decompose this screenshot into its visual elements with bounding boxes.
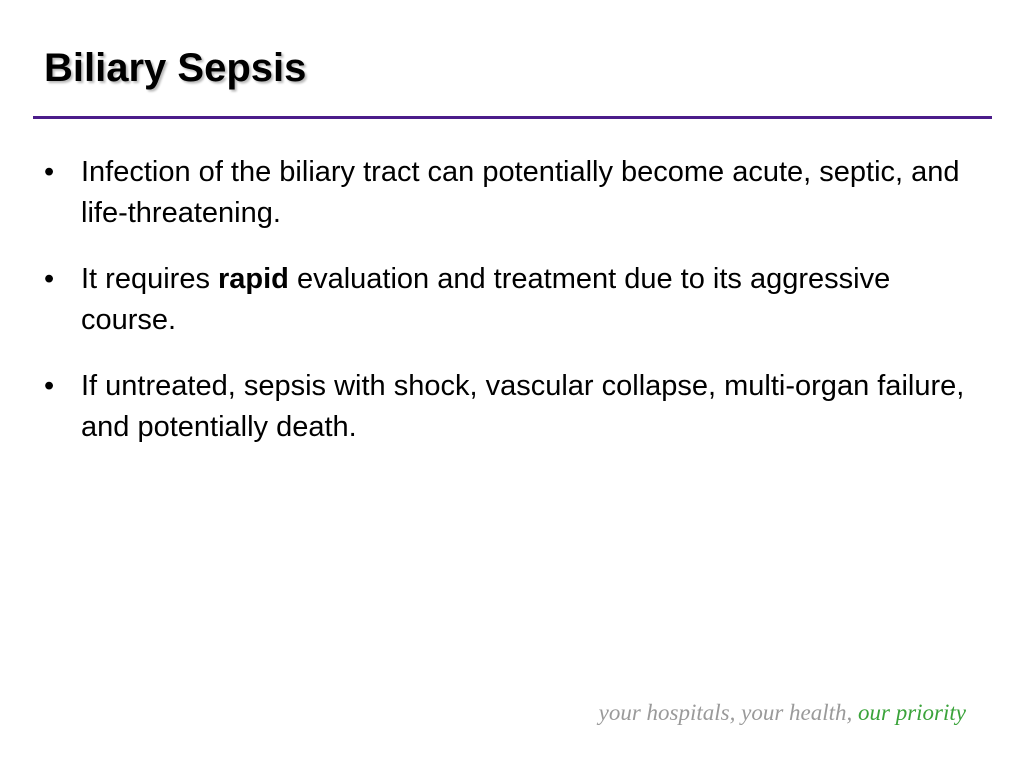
bullet-point-icon: •: [44, 370, 55, 402]
bullet-text-before: It requires: [81, 263, 218, 295]
bullet-item: [44, 366, 984, 448]
bullet-text: If untreated, sepsis with shock, vascular collapse, multi-organ failure, and potentially death.: [81, 370, 965, 443]
title-divider: [33, 116, 992, 119]
footer-tagline-part2: our priority: [858, 700, 966, 725]
bullet-point-icon: •: [44, 263, 55, 295]
footer-tagline: [599, 700, 966, 726]
slide-title: Biliary Sepsis: [44, 46, 307, 90]
bullet-list: [44, 152, 984, 473]
bullet-text: Infection of the biliary tract can potentially become acute, septic, and life-threatening.: [81, 156, 960, 229]
bullet-point-icon: •: [44, 156, 55, 188]
bullet-emphasis: rapid: [218, 263, 289, 295]
footer-tagline-part1: your hospitals, your health,: [598, 700, 859, 725]
bullet-item: [44, 152, 984, 234]
bullet-item: [44, 259, 984, 341]
bullet-text-after: evaluation and treatment due to its aggressive course.: [81, 263, 891, 336]
